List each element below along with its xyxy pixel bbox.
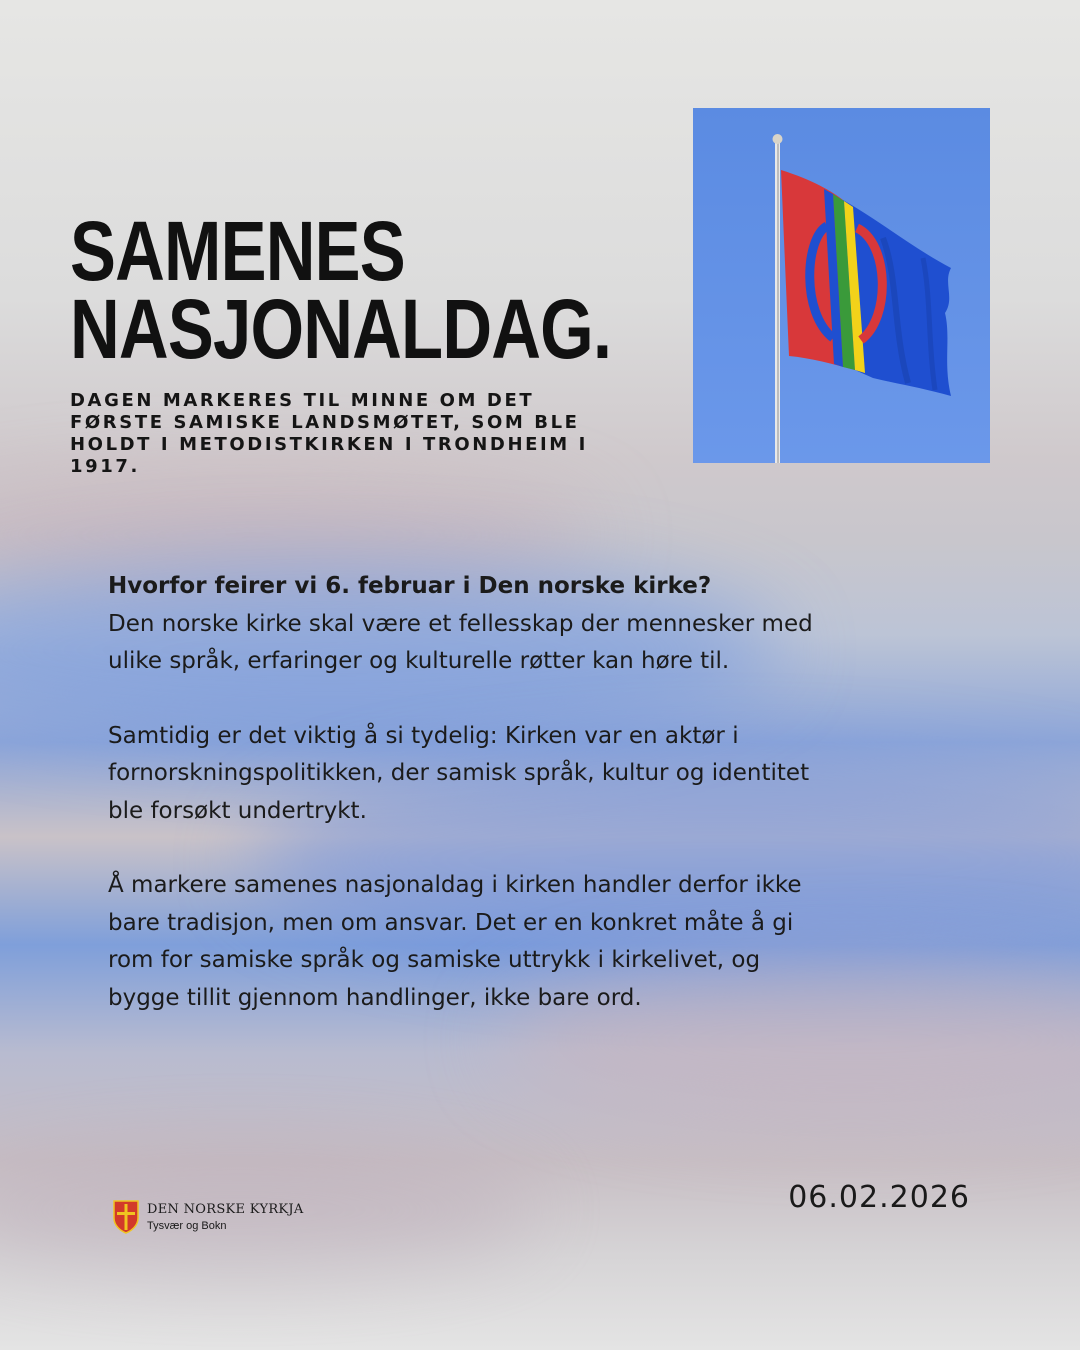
church-logo	[113, 1200, 304, 1234]
subtitle: DAGEN MARKERES TIL MINNE OM DET FØRSTE SAMISKE LANDSMØTET, SOM BLE HOLDT I METODISTKIRKEN I TRONDHEIM I 1917.	[70, 390, 588, 477]
title-line-1: SAMENES	[70, 204, 405, 298]
event-date: 06.02.2026	[788, 1180, 970, 1215]
main-text	[108, 568, 828, 1054]
question-heading: Hvorfor feirer vi 6. februar i Den norske kirke?	[108, 573, 712, 599]
page-title	[70, 204, 612, 376]
org-name: DEN NORSKE KYRKJA	[147, 1201, 304, 1217]
paragraph-1-text: Den norske kirke skal være et fellesskap der mennesker med ulike språk, erfaringer og kulturelle røtter kan høre til.	[108, 610, 813, 674]
paragraph-2: Samtidig er det viktig å si tydelig: Kirken var en aktør i fornorskningspolitikken, der samisk språk, kultur og identitet ble forsøkt undertrykt.	[108, 722, 810, 824]
title-line-2: NASJONALDAG.	[70, 282, 612, 376]
sami-flag-icon	[693, 108, 990, 463]
paragraph-1	[108, 568, 828, 681]
church-shield-icon	[113, 1200, 139, 1234]
sami-flag-photo	[693, 108, 990, 463]
paragraph-3: Å markere samenes nasjonaldag i kirken handler derfor ikke bare tradisjon, men om ansvar. Det er en konkret måte å gi rom for samiske språk og samiske uttrykk i kirkelivet, og bygge tillit gjennom handlinger, ikke bare ord.	[108, 872, 802, 1011]
parish-name: Tysvær og Bokn	[147, 1219, 227, 1232]
